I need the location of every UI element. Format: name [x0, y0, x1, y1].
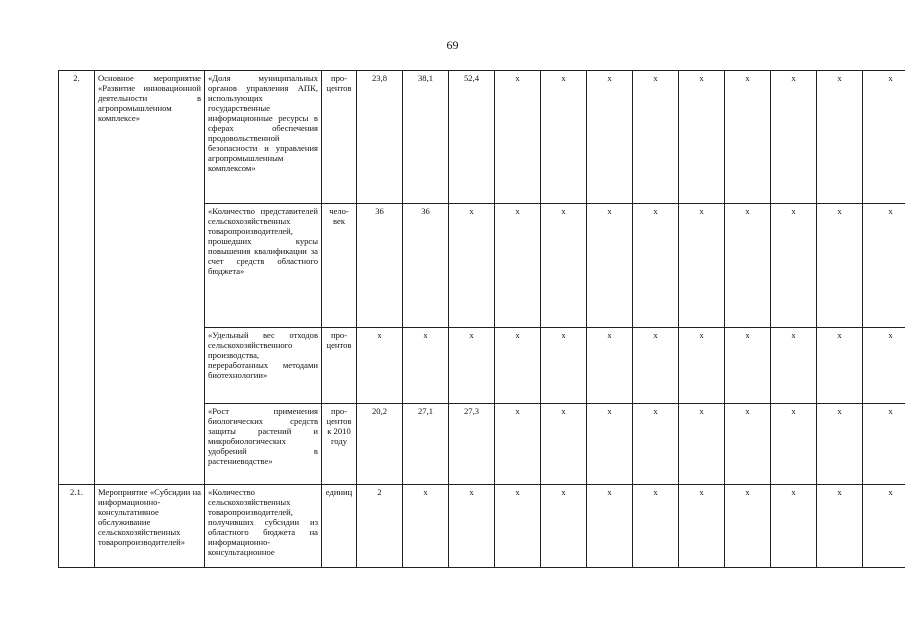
value-cell: х: [495, 404, 541, 485]
value-cell: х: [633, 485, 679, 568]
value-cell: х: [771, 204, 817, 328]
value-cell: 20,2: [357, 404, 403, 485]
unit-cell: про-центов: [322, 71, 357, 204]
value-cell: х: [679, 71, 725, 204]
value-cell: 36: [403, 204, 449, 328]
value-cell: х: [771, 328, 817, 404]
value-cell: х: [587, 204, 633, 328]
value-cell: х: [863, 204, 905, 328]
value-cell: х: [495, 328, 541, 404]
indicators-table: [58, 70, 905, 568]
value-cell: х: [495, 204, 541, 328]
value-cell: х: [449, 204, 495, 328]
indicator-name: «Количество сельскохозяйственных товаропроизводителей, получивших субсидии из областного бюджета на информационно-консультационное: [205, 485, 322, 568]
value-cell: х: [679, 204, 725, 328]
value-cell: 2: [357, 485, 403, 568]
value-cell: х: [495, 71, 541, 204]
value-cell: х: [495, 485, 541, 568]
value-cell: х: [449, 485, 495, 568]
value-cell: 38,1: [403, 71, 449, 204]
value-cell: х: [817, 328, 863, 404]
value-cell: х: [633, 204, 679, 328]
value-cell: х: [817, 71, 863, 204]
value-cell: х: [863, 71, 905, 204]
value-cell: х: [863, 485, 905, 568]
row-number: 2.1.: [59, 485, 95, 568]
value-cell: х: [541, 404, 587, 485]
value-cell: х: [541, 485, 587, 568]
indicator-name: «Рост применения биологических средств защиты растений и микробиологических удобрений в растениеводстве»: [205, 404, 322, 485]
value-cell: х: [403, 485, 449, 568]
row-number: 2.: [59, 71, 95, 485]
value-cell: 27,3: [449, 404, 495, 485]
value-cell: х: [633, 71, 679, 204]
value-cell: х: [679, 485, 725, 568]
unit-cell: единиц: [322, 485, 357, 568]
value-cell: х: [587, 328, 633, 404]
value-cell: х: [587, 485, 633, 568]
value-cell: х: [817, 485, 863, 568]
value-cell: х: [541, 328, 587, 404]
value-cell: х: [449, 328, 495, 404]
value-cell: х: [541, 71, 587, 204]
value-cell: 52,4: [449, 71, 495, 204]
unit-cell: чело-век: [322, 204, 357, 328]
value-cell: х: [771, 485, 817, 568]
value-cell: х: [357, 328, 403, 404]
table-body: [59, 71, 905, 568]
value-cell: х: [403, 328, 449, 404]
value-cell: 36: [357, 204, 403, 328]
indicator-name: «Удельный вес отходов сельскохозяйственного производства, переработанных методами биотехнологии»: [205, 328, 322, 404]
value-cell: 27,1: [403, 404, 449, 485]
value-cell: 23,8: [357, 71, 403, 204]
value-cell: х: [587, 404, 633, 485]
value-cell: х: [725, 328, 771, 404]
value-cell: х: [817, 204, 863, 328]
unit-cell: про-центов: [322, 328, 357, 404]
indicator-name: «Количество представителей сельскохозяйственных товаропроизводителей, прошедших курсы повышения квалификации за счет средств областного бюджета»: [205, 204, 322, 328]
value-cell: х: [725, 204, 771, 328]
table-row: [59, 71, 905, 204]
value-cell: х: [863, 328, 905, 404]
page-number: 69: [446, 38, 459, 52]
value-cell: х: [679, 328, 725, 404]
value-cell: х: [771, 71, 817, 204]
value-cell: х: [633, 328, 679, 404]
value-cell: х: [679, 404, 725, 485]
unit-cell: про-центов к 2010 году: [322, 404, 357, 485]
value-cell: х: [587, 71, 633, 204]
value-cell: х: [817, 404, 863, 485]
table-row: [59, 485, 905, 568]
value-cell: х: [725, 404, 771, 485]
value-cell: х: [863, 404, 905, 485]
event-name: Мероприятие «Субсидии на информационно-консультативное обслуживание сельскохозяйственных товаропроизводителей»: [95, 485, 205, 568]
value-cell: х: [541, 204, 587, 328]
value-cell: х: [725, 485, 771, 568]
value-cell: х: [771, 404, 817, 485]
indicator-name: «Доля муниципальных органов управления АПК, использующих государственные информационные ресурсы в сферах обеспечения продовольственной безопасности и управления агропромышленным комплексом»: [205, 71, 322, 204]
value-cell: х: [725, 71, 771, 204]
event-name: Основное мероприятие «Развитие инновационной деятельности в агропромышленном комплексе»: [95, 71, 205, 485]
value-cell: х: [633, 404, 679, 485]
